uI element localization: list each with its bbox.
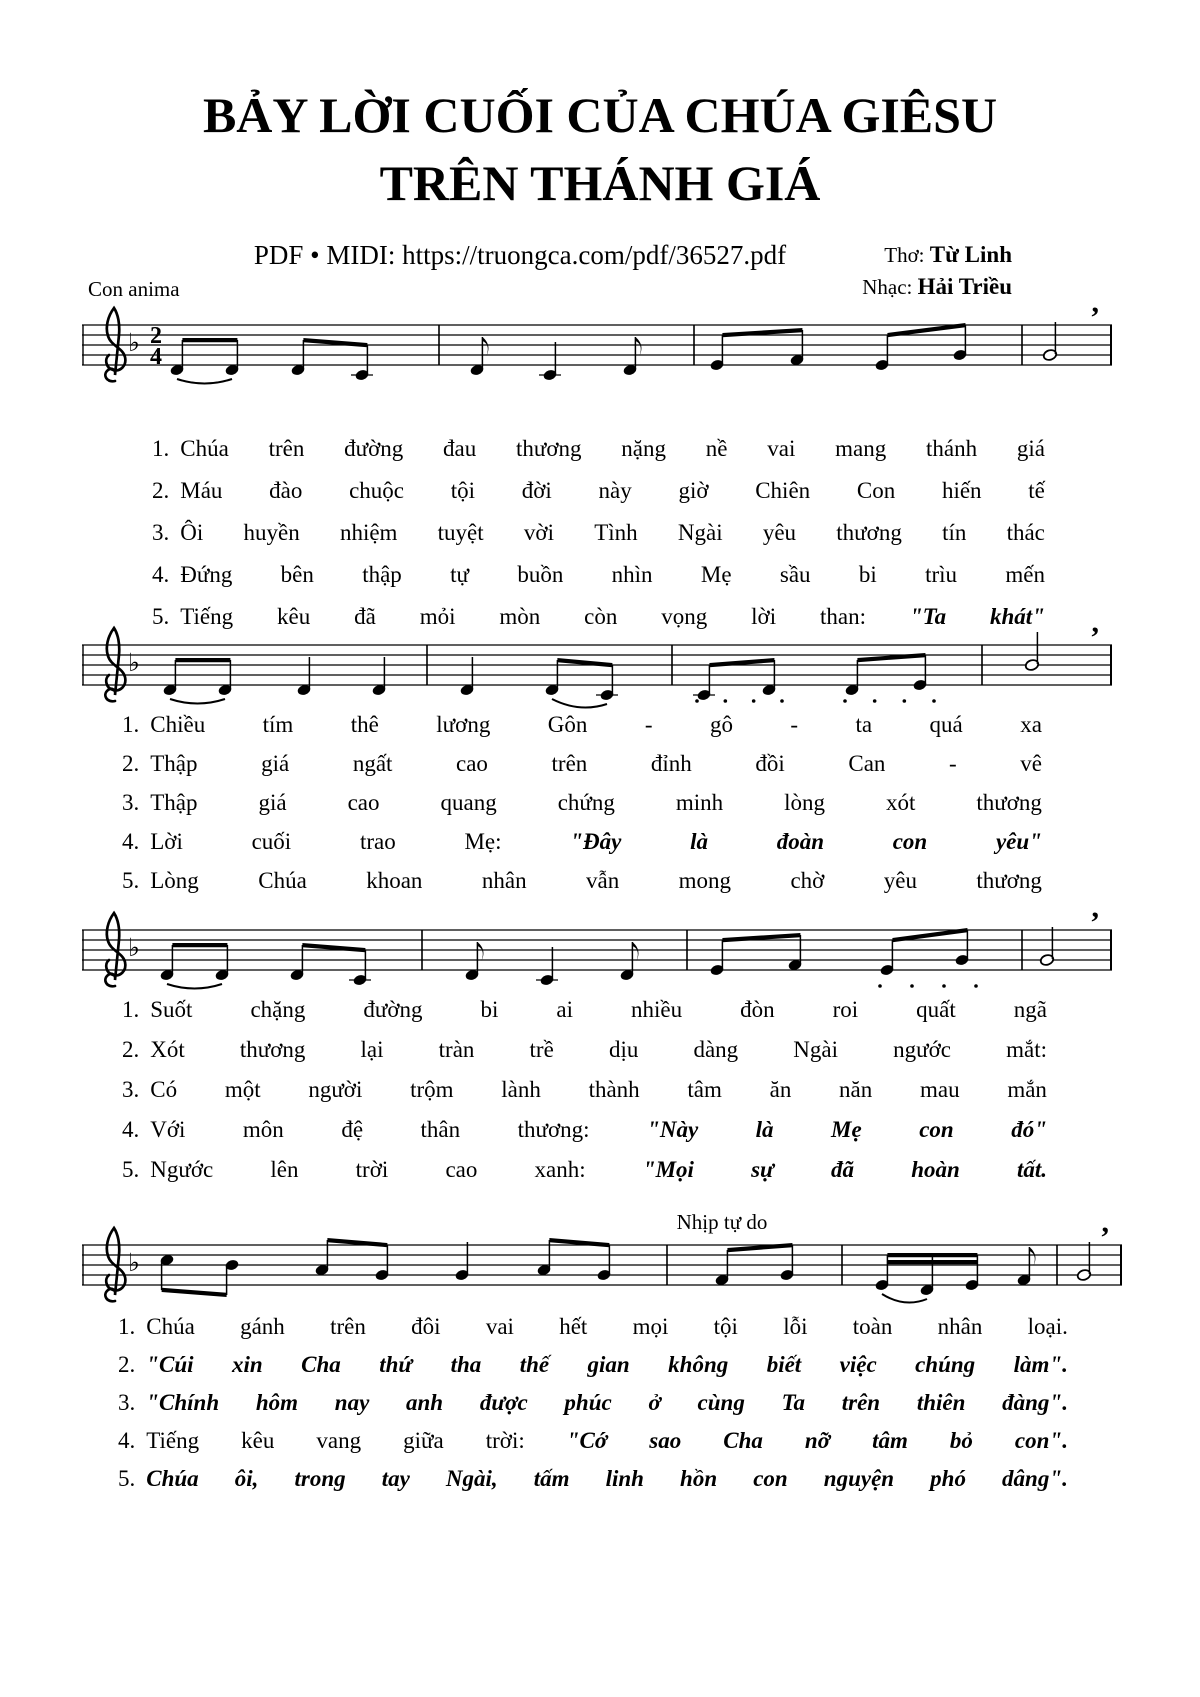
lyric-word: mòn — [499, 604, 541, 629]
lyric-word: biết — [766, 1352, 802, 1377]
lyric-word: thế — [519, 1352, 550, 1377]
lyric-word: hiến — [941, 478, 982, 503]
lyric-lead — [118, 1314, 195, 1340]
lyric-line — [118, 1428, 1068, 1466]
lyric-word: Chiều — [150, 712, 206, 737]
lyric-word: vê — [1020, 751, 1042, 776]
lyric-word: kêu — [241, 1428, 275, 1453]
lyric-word: Ngài, — [445, 1466, 498, 1491]
lyric-word: mọi — [632, 1314, 669, 1339]
lyric-word: Can — [848, 751, 886, 776]
breath-mark-icon: ’ — [1090, 906, 1100, 939]
lyric-word: là — [690, 829, 708, 854]
lyric-word: thứ — [379, 1352, 413, 1377]
lyric-word: buồn — [517, 562, 564, 587]
lyric-word: tha — [450, 1352, 482, 1377]
lyric-word: Chúa — [146, 1314, 195, 1339]
lyric-word: được — [479, 1390, 528, 1415]
lyric-word: tím — [262, 712, 294, 737]
lyric-word: Xót — [150, 1037, 185, 1062]
lyric-word: thân — [420, 1117, 461, 1142]
lyric-word: Lời — [150, 829, 183, 854]
lyric-word: mỏi — [419, 604, 456, 629]
verse-number: 4. — [122, 829, 140, 854]
lyric-line — [152, 520, 1045, 562]
lyric-lead — [152, 520, 203, 546]
lyric-word: ở — [648, 1390, 661, 1415]
lyric-word: là — [755, 1117, 774, 1142]
lyric-word: bên — [280, 562, 314, 587]
lyric-word: mang — [835, 436, 887, 461]
lyric-word: thương — [239, 1037, 306, 1062]
lyric-word: làm". — [1013, 1352, 1068, 1377]
lyric-word: tràn — [438, 1037, 475, 1062]
verse-number: 1. — [122, 712, 140, 737]
lyric-word: con — [919, 1117, 954, 1142]
lyric-word: mau — [919, 1077, 960, 1102]
lyric-word: xin — [231, 1352, 263, 1377]
lyric-word: "Cớ — [566, 1428, 608, 1453]
lyric-word: ai — [556, 997, 573, 1022]
lyric-word: Thập — [150, 790, 198, 815]
lyric-word: việc — [839, 1352, 877, 1377]
lyric-line — [152, 562, 1045, 604]
lyric-word: xa — [1020, 712, 1042, 737]
lyric-word: nề — [705, 436, 728, 461]
lyric-word: thác — [1006, 520, 1045, 545]
lyric-line — [118, 1390, 1068, 1428]
lyric-line — [122, 712, 1042, 751]
lyric-word: này — [598, 478, 632, 503]
lyric-lead — [152, 562, 232, 588]
lyric-word: tất. — [1016, 1157, 1047, 1182]
lyric-word: thê — [350, 712, 379, 737]
lyric-word: nguyện — [823, 1466, 895, 1491]
lyric-word: đau — [443, 436, 477, 461]
lyric-word: Con — [856, 478, 896, 503]
lyric-word: Chiên — [755, 478, 811, 503]
lyric-word: đã — [831, 1157, 855, 1182]
lyric-word: gô — [709, 712, 733, 737]
lyric-word: chúng — [915, 1352, 976, 1377]
poem-author: Từ Linh — [929, 242, 1012, 267]
lyric-word: một — [224, 1077, 261, 1102]
lyric-word: đệ — [341, 1117, 364, 1142]
verse-number: 5. — [152, 604, 170, 629]
staff-3 — [82, 900, 1122, 995]
lyric-word: vời — [523, 520, 554, 545]
lyric-word: trên — [268, 436, 305, 461]
lyric-word: xanh: — [534, 1157, 586, 1182]
lyric-word: nỡ — [804, 1428, 831, 1453]
lyric-word: trộm — [410, 1077, 454, 1102]
lyric-word: tế — [1028, 478, 1045, 503]
lyric-word: trìu — [925, 562, 958, 587]
breath-mark-icon: ’ — [1100, 1221, 1110, 1254]
lyric-word: người — [308, 1077, 363, 1102]
lyric-word: vẫn — [586, 868, 620, 893]
lyric-word: ta — [855, 712, 873, 737]
lyric-word: Gôn — [547, 712, 588, 737]
verse-number: 2. — [122, 1037, 140, 1062]
lyric-word: Suốt — [150, 997, 193, 1022]
lyric-word: đôi — [411, 1314, 441, 1339]
lyric-word: ôi, — [234, 1466, 259, 1491]
lyric-word: yêu — [883, 868, 917, 893]
lyric-word: nhiều — [631, 997, 683, 1022]
lyric-word: đoàn — [776, 829, 824, 854]
lyric-word: bỏ — [949, 1428, 973, 1453]
verse-number: 3. — [152, 520, 170, 545]
lyric-word: giữa — [403, 1428, 444, 1453]
lyric-word: thiên — [916, 1390, 966, 1415]
lyric-word: tự — [450, 562, 469, 587]
lyric-word: lỗi — [783, 1314, 808, 1339]
verse-number: 5. — [118, 1466, 136, 1491]
page-title-line2: TRÊN THÁNH GIÁ — [379, 155, 821, 211]
lyric-word: "Đây — [570, 829, 622, 854]
lyric-word: xót — [886, 790, 916, 815]
lyric-word: còn — [584, 604, 618, 629]
lyric-word: tuyệt — [437, 520, 484, 545]
lyric-word: thương — [836, 520, 902, 545]
page-title-line1: BẢY LỜI CUỐI CỦA CHÚA GIÊSU — [202, 87, 998, 143]
lyric-word: trên — [841, 1390, 881, 1415]
music-author: Hải Triều — [917, 274, 1012, 299]
lyric-word: trao — [359, 829, 396, 854]
lyric-lead — [122, 997, 192, 1023]
lyric-word: quất — [916, 997, 956, 1022]
lyric-word: Mẹ: — [464, 829, 502, 854]
lyric-word: dàng — [693, 1037, 739, 1062]
lyric-word: Mẹ — [831, 1117, 862, 1142]
lyric-word: thương — [516, 436, 582, 461]
lyric-line — [122, 829, 1042, 868]
lyric-word: gánh — [240, 1314, 285, 1339]
lyric-word: hồn — [680, 1466, 718, 1491]
lyric-word: đó" — [1011, 1117, 1047, 1142]
lyric-word: giá — [258, 790, 287, 815]
lyric-word: quang — [440, 790, 497, 815]
lyric-word: huyền — [243, 520, 300, 545]
lyric-word: Cha — [723, 1428, 763, 1453]
lyric-word: loại. — [1027, 1314, 1068, 1339]
lyric-word: khoan — [366, 868, 423, 893]
lyric-word: minh — [675, 790, 724, 815]
lyric-word: con — [753, 1466, 788, 1491]
flat-sign-icon: ♭ — [128, 328, 140, 357]
verse-number: 2. — [152, 478, 170, 503]
lyric-word: cùng — [697, 1390, 745, 1415]
lyric-word: Với — [150, 1117, 186, 1142]
verse-number: 2. — [118, 1352, 136, 1377]
lyric-word: than: — [820, 604, 866, 629]
lyric-word: - — [949, 751, 957, 776]
lyric-word: hết — [559, 1314, 588, 1339]
time-signature-denominator: 4 — [150, 344, 162, 370]
lyric-word: Tiếng — [146, 1428, 200, 1453]
lyric-word: tội — [450, 478, 475, 503]
lyric-word: tay — [381, 1466, 410, 1491]
lyric-word: cao — [445, 1157, 478, 1182]
lyric-word: trong — [294, 1466, 346, 1491]
flat-sign-icon: ♭ — [128, 933, 140, 962]
verse-number: 2. — [122, 751, 140, 776]
lyric-word: mắn — [1007, 1077, 1047, 1102]
flat-sign-icon: ♭ — [128, 1248, 140, 1277]
lyric-line — [122, 751, 1042, 790]
lyric-word: lòng — [784, 790, 826, 815]
lyric-word: Chúa — [258, 868, 307, 893]
lyric-lead — [152, 478, 222, 504]
lyric-word: thánh — [926, 436, 978, 461]
lyric-word: lại — [360, 1037, 384, 1062]
staff-1 — [82, 295, 1122, 390]
lyric-word: thành — [588, 1077, 640, 1102]
lyric-lead — [152, 436, 229, 462]
lyric-word: "Ta — [909, 604, 947, 629]
lyric-word: Tiếng — [180, 604, 234, 629]
lyric-word: cao — [347, 790, 380, 815]
flat-sign-icon: ♭ — [128, 648, 140, 677]
lyric-lead — [122, 1037, 185, 1063]
lyric-word: tín — [942, 520, 967, 545]
lyric-word: dâng". — [1002, 1466, 1068, 1491]
lyric-line — [122, 997, 1047, 1037]
lyric-word: mong — [678, 868, 732, 893]
lyric-word: "Cúi — [146, 1352, 194, 1377]
lyric-word: thương: — [517, 1117, 590, 1142]
lyric-lead — [118, 1428, 199, 1454]
lyric-word: Thập — [150, 751, 198, 776]
lyric-word: thương — [976, 868, 1042, 893]
verse-number: 1. — [118, 1314, 136, 1339]
lyric-word: chờ — [790, 868, 825, 893]
staff-2 — [82, 615, 1122, 710]
lyric-word: anh — [406, 1390, 444, 1415]
lyric-line — [122, 1117, 1047, 1157]
lyric-word: trên — [551, 751, 588, 776]
lyric-word: nay — [334, 1390, 370, 1415]
lyric-word: đỉnh — [650, 751, 692, 776]
lyric-word: nhiệm — [339, 520, 398, 545]
verse-number: 1. — [152, 436, 170, 461]
lyric-word: môn — [242, 1117, 284, 1142]
music-label: Nhạc: — [862, 275, 913, 299]
free-rhythm-marking: Nhịp tự do — [676, 1210, 768, 1234]
lyric-word: yêu — [762, 520, 797, 545]
lyric-word: lên — [270, 1157, 299, 1182]
lyric-word: đàng". — [1002, 1390, 1068, 1415]
lyric-line — [152, 436, 1045, 478]
lyric-word: phó — [930, 1466, 966, 1491]
lyric-word: sự — [751, 1157, 774, 1182]
lyric-word: đòn — [740, 997, 775, 1022]
lyric-word: trên — [330, 1314, 366, 1339]
pdf-midi-link: PDF • MIDI: https://truongca.com/pdf/36527.pdf — [253, 240, 787, 270]
lyric-word: sao — [649, 1428, 682, 1453]
lyric-word: bi — [858, 562, 877, 587]
lyric-lead — [118, 1466, 199, 1492]
lyric-line — [122, 790, 1042, 829]
lyric-word: vai — [485, 1314, 514, 1339]
lyrics-4 — [118, 1314, 1068, 1504]
lyric-word: dịu — [608, 1037, 639, 1062]
lyric-word: đã — [354, 604, 376, 629]
lyric-lead — [122, 790, 198, 816]
lyric-word: Ôi — [180, 520, 204, 545]
lyric-word: hoàn — [911, 1157, 960, 1182]
lyric-lead — [122, 751, 198, 777]
lyric-word: đường — [344, 436, 404, 461]
lyric-word: con". — [1014, 1428, 1068, 1453]
lyric-line — [122, 1077, 1047, 1117]
lyric-lead — [122, 1117, 185, 1143]
lyric-lead — [118, 1352, 194, 1378]
lyric-word: vang — [316, 1428, 362, 1453]
lyric-word: tội — [713, 1314, 738, 1339]
lyric-word: tâm — [687, 1077, 722, 1102]
lyric-word: thập — [362, 562, 402, 587]
lyric-word: hôm — [255, 1390, 299, 1415]
lyric-word: sầu — [779, 562, 811, 587]
lyric-word: quá — [929, 712, 963, 737]
lyric-word: kêu — [276, 604, 311, 629]
verse-number: 3. — [118, 1390, 136, 1415]
lyric-word: nhân — [481, 868, 527, 893]
lyric-word: tấm — [533, 1466, 570, 1491]
verse-number: 1. — [122, 997, 140, 1022]
lyric-word: Tình — [594, 520, 638, 545]
lyric-word: Ngài — [677, 520, 723, 545]
lyric-word: "Mọi — [642, 1157, 694, 1182]
lyric-word: đời — [521, 478, 552, 503]
poem-label: Thơ: — [884, 243, 925, 267]
lyric-word: roi — [832, 997, 859, 1022]
lyric-word: Máu — [180, 478, 223, 503]
lyric-word: Ngài — [793, 1037, 839, 1062]
lyric-word: - — [644, 712, 653, 737]
lyric-word: Chúa — [146, 1466, 199, 1491]
verse-number: 5. — [122, 1157, 140, 1182]
staff-4 — [82, 1200, 1122, 1315]
lyric-word: giá — [1016, 436, 1045, 461]
lyric-line — [122, 1037, 1047, 1077]
lyric-word: lời — [751, 604, 777, 629]
lyric-line — [118, 1466, 1068, 1504]
lyric-word: Lòng — [150, 868, 199, 893]
lyric-lead — [122, 829, 183, 855]
lyric-word: nhìn — [611, 562, 653, 587]
lyric-word: trời: — [485, 1428, 525, 1453]
lyric-word: cuối — [251, 829, 292, 854]
lyric-word: ngã — [1013, 997, 1047, 1022]
verse-number: 4. — [118, 1428, 136, 1453]
lyric-lead — [122, 712, 205, 738]
lyric-word: mắt: — [1006, 1037, 1047, 1062]
lyric-line — [152, 478, 1045, 520]
lyric-word: yêu" — [995, 829, 1042, 854]
credits — [862, 239, 1012, 303]
lyrics-2 — [122, 712, 1042, 907]
lyric-word: ăn — [769, 1077, 792, 1102]
lyric-word: không — [668, 1352, 729, 1377]
lyric-word: - — [790, 712, 799, 737]
lyric-word: con — [892, 829, 928, 854]
lyric-line — [118, 1352, 1068, 1390]
time-signature-numerator: 2 — [150, 323, 162, 349]
lyric-word: đồi — [755, 751, 785, 776]
lyric-word: "Này — [647, 1117, 699, 1142]
lyric-word: trề — [529, 1037, 554, 1062]
verse-number: 4. — [122, 1117, 140, 1142]
lyric-word: Có — [150, 1077, 178, 1102]
lyric-word: giá — [261, 751, 290, 776]
verse-number: 4. — [152, 562, 170, 587]
lyric-word: phúc — [564, 1390, 612, 1415]
poem-credit — [862, 239, 1012, 271]
breath-mark-icon: ’ — [1090, 621, 1100, 654]
lyric-word: chứng — [557, 790, 615, 815]
lyric-lead — [118, 1390, 219, 1416]
lyric-word: Ngước — [150, 1157, 214, 1182]
lyric-word: năn — [839, 1077, 873, 1102]
lyric-word: Ta — [781, 1390, 806, 1415]
lyric-word: Cha — [301, 1352, 341, 1377]
lyric-word: đào — [269, 478, 303, 503]
lyric-word: nhân — [937, 1314, 983, 1339]
lyric-word: linh — [605, 1466, 644, 1491]
lyric-word: toàn — [852, 1314, 893, 1339]
lyric-word: Chúa — [180, 436, 229, 461]
lyric-word: nặng — [621, 436, 667, 461]
verse-number: 5. — [122, 868, 140, 893]
lyric-word: lành — [501, 1077, 541, 1102]
lyric-word: chặng — [250, 997, 306, 1022]
lyric-lead — [122, 1077, 177, 1103]
lyric-word: vai — [767, 436, 796, 461]
lyric-word: tâm — [872, 1428, 908, 1453]
lyric-word: cao — [456, 751, 488, 776]
verse-number: 3. — [122, 790, 140, 815]
breath-mark-icon: ’ — [1090, 301, 1100, 334]
lyric-word: ngước — [893, 1037, 951, 1062]
lyrics-3 — [122, 997, 1047, 1197]
lyric-line — [122, 1157, 1047, 1197]
lyric-word: đường — [363, 997, 423, 1022]
lyric-word: giờ — [678, 478, 709, 503]
lyric-word: khát" — [990, 604, 1045, 629]
lyric-word: Mẹ — [700, 562, 732, 587]
lyric-word: ngất — [352, 751, 393, 776]
lyric-word: Đứng — [180, 562, 233, 587]
lyric-word: bi — [480, 997, 499, 1022]
lyric-word: trời — [355, 1157, 389, 1182]
lyric-line — [118, 1314, 1068, 1352]
lyric-word: lương — [436, 712, 491, 737]
lyric-word: vọng — [661, 604, 708, 629]
lyric-word: gian — [587, 1352, 630, 1377]
lyric-word: mến — [1005, 562, 1045, 587]
lyric-lead — [122, 868, 199, 894]
verse-number: 3. — [122, 1077, 140, 1102]
lyric-word: chuộc — [349, 478, 404, 503]
lyric-lead — [122, 1157, 213, 1183]
tempo-marking: Con anima — [88, 277, 180, 301]
lyric-word: thương — [976, 790, 1042, 815]
lyric-word: "Chính — [146, 1390, 220, 1415]
